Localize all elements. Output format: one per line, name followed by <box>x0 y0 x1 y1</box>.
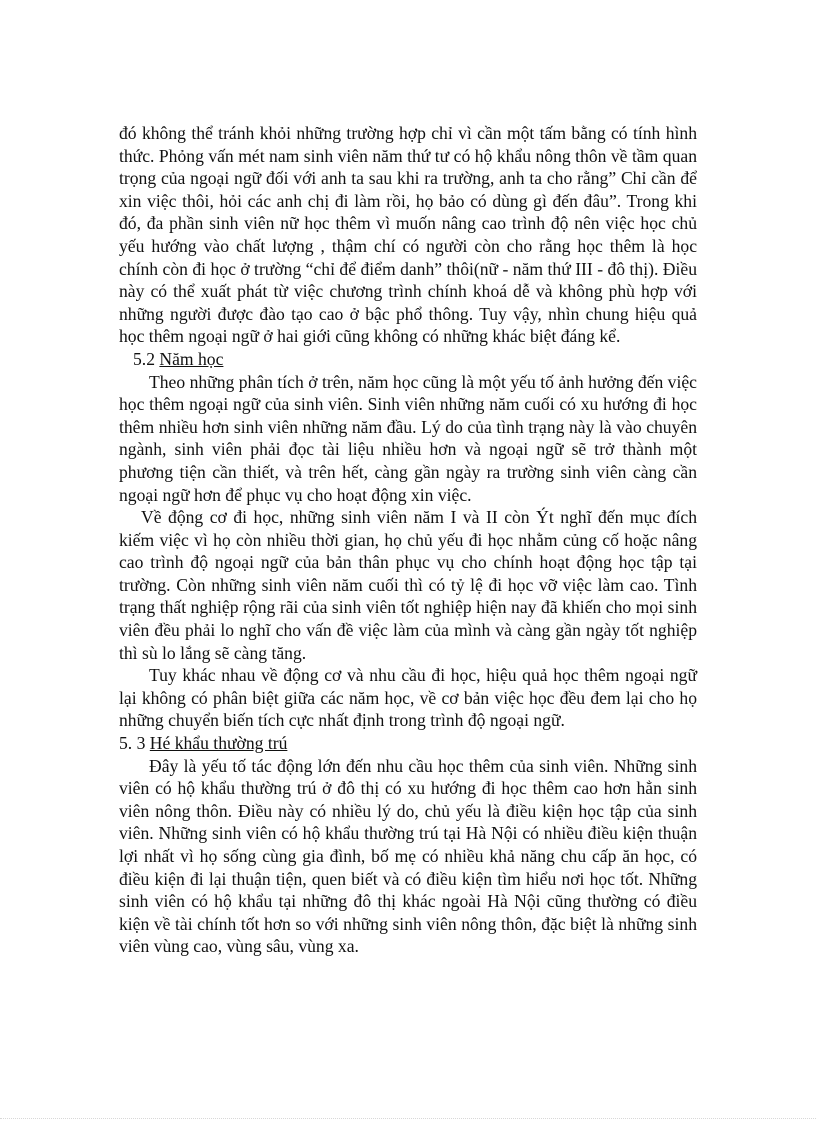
paragraph-5-2-b: Về động cơ đi học, những sinh viên năm I và II còn Ýt nghĩ đến mục đích kiếm việc vì họ còn nhiều thời gian, họ chủ yếu đi học nhằm củng cố hoặc nâng cao trình độ ngoại ngữ của bản thân phục vụ cho chính hoạt động học tập tại trường. Còn những sinh viên năm cuối thì có tỷ lệ đi học vỡ việc làm cao. Tình trạng thất nghiệp rộng rãi của sinh viên tốt nghiệp hiện nay đã khiến cho mọi sinh viên đều phải lo nghĩ cho vấn đề việc làm của mình và càng gần ngày tốt nghiệp thì sù lo lắng sẽ càng tăng. <box>119 507 697 663</box>
section-number: 5. 3 <box>119 733 146 754</box>
section-title: Hé khẩu thường trú <box>149 733 288 754</box>
document-page <box>119 122 697 958</box>
paragraph-intro: đó không thể tránh khỏi những trường hợp chỉ vì cần một tấm bằng có tính hình thức. Phỏng vấn mét nam sinh viên năm thứ tư có hộ khẩu nông thôn về tầm quan trọng của ngoại ngữ đối với anh ta sau khi ra trường, anh ta cho rằng” Chỉ cần để xin việc thôi, hỏi các anh chị đi làm rồi, họ bảo có dùng gì đến đâu”. Trong khi đó, đa phần sinh viên nữ học thêm vì muốn nâng cao trình độ nên việc học chủ yếu hướng vào chất lượng , thậm chí có người còn cho rằng học thêm là học chính còn đi học ở trường “chỉ để điểm danh” thôi(nữ - năm thứ III - đô thị). Điều này có thể xuất phát từ việc chương trình chính khoá dễ và không phù hợp với những người được đào tạo cao ở bậc phổ thông. Tuy vậy, nhìn chung hiệu quả học thêm ngoại ngữ ở hai giới cũng không có những khác biệt đáng kể. <box>119 123 697 347</box>
section-heading-5-2 <box>119 348 697 371</box>
section-heading-5-3 <box>119 732 697 755</box>
paragraph-5-2-a: Theo những phân tích ở trên, năm học cũng là một yếu tố ảnh hưởng đến việc học thêm ngoại ngữ của sinh viên. Sinh viên những năm cuối có xu hướng đi học thêm nhiều hơn sinh viên những năm đầu. Lý do của tình trạng này là vào chuyên ngành, sinh viên phải đọc tài liệu nhiều hơn và ngoại ngữ sẽ trở thành một phương tiện cần thiết, và trên hết, càng gần ngày ra trường sinh viên càng cần ngoại ngữ hơn để phục vụ cho hoạt động xin việc. <box>119 371 697 505</box>
paragraph-5-2-c: Tuy khác nhau về động cơ và nhu cầu đi học, hiệu quả học thêm ngoại ngữ lại không có phân biệt giữa các năm học, về cơ bản việc học đều đem lại cho họ những chuyển biến tích cực nhất định trong trình độ ngoại ngữ. <box>119 665 697 731</box>
section-number: 5.2 <box>133 348 155 369</box>
paragraph-5-3: Đây là yếu tố tác động lớn đến nhu cầu học thêm của sinh viên. Những sinh viên có hộ khẩu thường trú ở đô thị có xu hướng đi học thêm cao hơn hẳn sinh viên nông thôn. Điều này có nhiều lý do, chủ yếu là điều kiện học tập của sinh viên. Những sinh viên có hộ khẩu thường trú tại Hà Nội có nhiều điều kiện thuận lợi nhất vì họ sống cùng gia đình, bố mẹ có nhiều khả năng chu cấp ăn học, có điều kiện đi lại thuận tiện, quen biết và có điều kiện tìm hiểu nơi học tốt. Những sinh viên có hộ khẩu tại những đô thị khác ngoài Hà Nội cũng thường có điều kiện về tài chính tốt hơn so với những sinh viên nông thôn, đặc biệt là những sinh viên vùng cao, vùng sâu, vùng xa. <box>119 755 697 957</box>
section-title: Năm học <box>159 348 224 369</box>
page-bottom-rule <box>0 1118 816 1119</box>
